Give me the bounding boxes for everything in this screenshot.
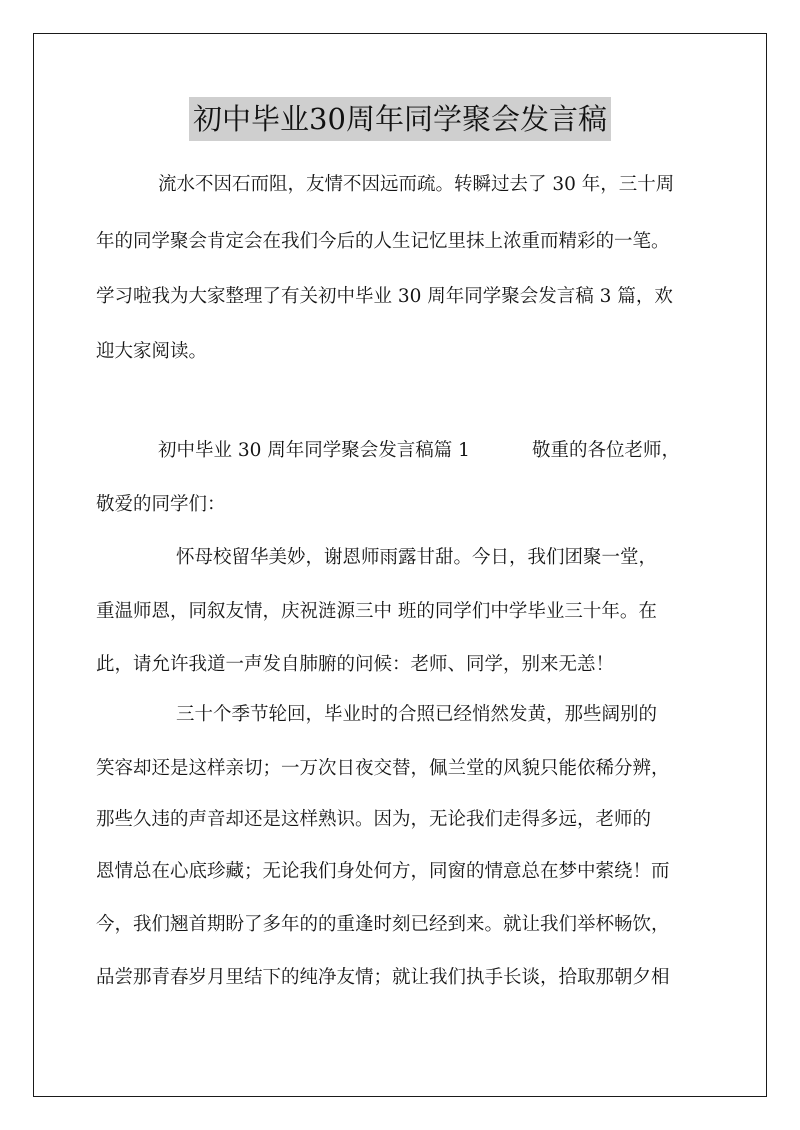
section-heading: 初中毕业 30 周年同学聚会发言稿篇 1 [158,440,470,461]
para2-line-2: 笑容却还是这样亲切；一万次日夜交替，佩兰堂的风貌只能依稀分辨， [96,758,670,779]
para2-line-4: 恩情总在心底珍藏；无论我们身处何方，同窗的情意总在梦中萦绕！而 [96,861,670,882]
greeting-teachers: 敬重的各位老师， [531,440,680,461]
para2-line-1: 三十个季节轮回，毕业时的合照已经悄然发黄，那些阔别的 [176,704,658,725]
para1-line-1: 怀母校留华美妙，谢恩师雨露甘甜。今日，我们团聚一堂， [176,547,658,568]
para1-line-3: 此，请允许我道一声发自肺腑的问候：老师、同学，别来无恙！ [96,654,615,675]
para2-line-3: 那些久违的声音却还是这样熟识。因为，无论我们走得多远，老师的 [96,809,652,830]
intro-line-2: 年的同学聚会肯定会在我们今后的人生记忆里抹上浓重而精彩的一笔。 [96,231,670,252]
para1-line-2: 重温师恩，同叙友情，庆祝涟源三中 班的同学们中学毕业三十年。在 [96,601,657,622]
para2-line-5: 今，我们翘首期盼了多年的的重逢时刻已经到来。就让我们举杯畅饮， [96,914,670,935]
document-title: 初中毕业30周年同学聚会发言稿 [189,97,611,141]
intro-line-3: 学习啦我为大家整理了有关初中毕业 30 周年同学聚会发言稿 3 篇，欢 [96,286,673,307]
section-heading-line [96,438,770,464]
title-block [0,97,800,141]
greeting-classmates: 敬爱的同学们： [96,494,226,515]
intro-line-4: 迎大家阅读。 [96,341,208,362]
intro-line-1: 流水不因石而阻，友情不因远而疏。转瞬过去了 30 年，三十周 [158,174,675,195]
para2-line-6: 品尝那青春岁月里结下的纯净友情；就让我们执手长谈，拾取那朝夕相 [96,967,670,988]
